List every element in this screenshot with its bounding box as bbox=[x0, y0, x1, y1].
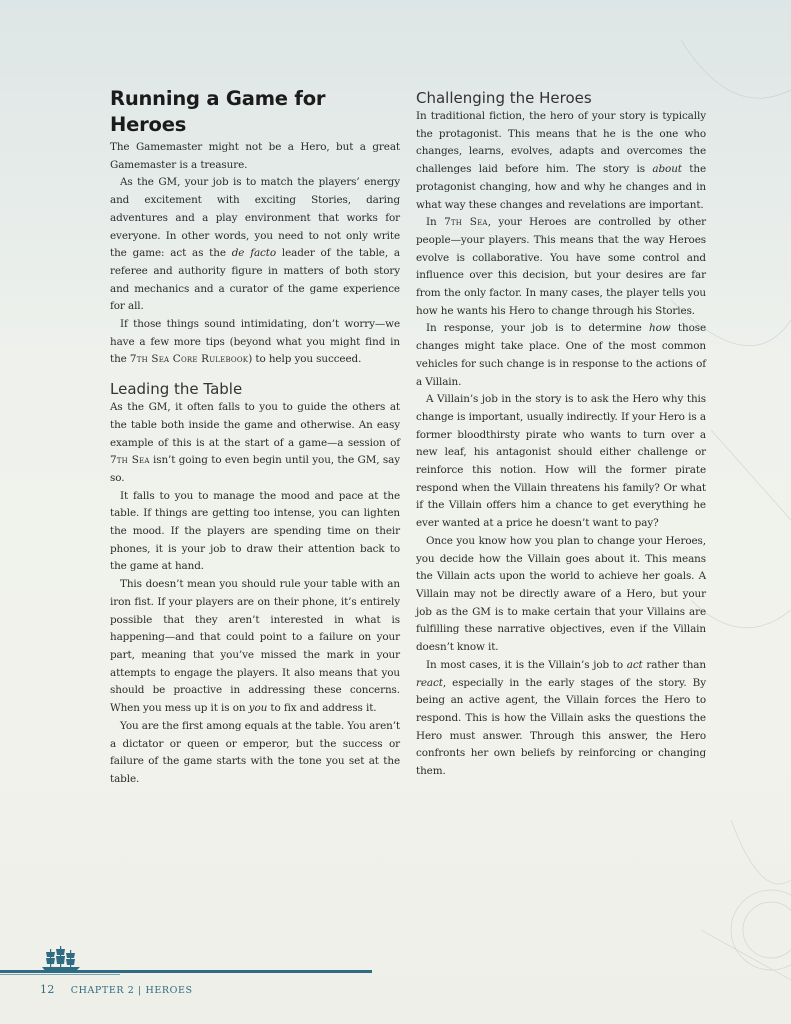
footer-rule-thin bbox=[0, 974, 120, 975]
folio bbox=[40, 983, 193, 996]
paragraph: In traditional fiction, the hero of your story is typically the protagonist. This means that he is the one who changes, learns, evolves, adapts and overcomes the challenges laid before him. The story is about the protagonist changing, how and why he changes and in what way these changes and revelations are important. bbox=[416, 110, 707, 211]
paragraph: If those things sound intimidating, don’t worry—we have a few more tips (beyond what you might find in the 7th Sea Core Rulebook) to help you succeed. bbox=[110, 318, 400, 366]
subsection-heading: Challenging the Heroes bbox=[416, 89, 592, 107]
right-column bbox=[416, 86, 706, 781]
ship-icon bbox=[40, 945, 82, 973]
paragraph: You are the first among equals at the table. You aren’t a dictator or queen or emperor, but the success or failure of the game starts with the tone you set at the table. bbox=[110, 719, 400, 785]
paragraph: The Gamemaster might not be a Hero, but a great Gamemaster is a treasure. bbox=[110, 141, 400, 171]
paragraph: It falls to you to manage the mood and pace at the table. If things are getting too intense, you can lighten the mood. If the players are spending time on their phones, it is your job to draw their attention back to the game at hand. bbox=[110, 489, 400, 573]
section-heading: Running a Game for Heroes bbox=[110, 87, 326, 136]
subsection-heading: Leading the Table bbox=[110, 380, 243, 399]
paragraph: Once you know how you plan to change your Heroes, you decide how the Villain goes about it. This means the Villain acts upon the world to achieve her goals. A Villain may not be directly aware of a Hero, but your job as the GM is to make certain that your Villains are fulfilling these narrative objectives, even if the Villain doesn’t know it. bbox=[416, 534, 706, 654]
paragraph: This doesn’t mean you should rule your table with an iron fist. If your players are on their phone, it’s entirely possible that they aren’t interested in what is happening—and that could point to a failure on your part, meaning that you’ve missed the mark in your attempts to engage the players. It also means that you should be proactive in addressing these concerns. When you mess up it is on you to fix and address it. bbox=[110, 578, 400, 715]
left-column bbox=[110, 86, 400, 789]
paragraph: As the GM, your job is to match the players’ energy and excitement with exciting Stories, daring adventures and a play environment that works for everyone. In other words, you need to not only write the game: act as the de facto leader of the table, a referee and authority figure in matters of both story and mechanics and a curator of the game experience for all. bbox=[110, 176, 400, 313]
paragraph: As the GM, it often falls to you to guide the others at the table both inside the game and otherwise. An easy example of this is at the start of a game—a session of 7th Sea isn’t going to even begin until you, the GM, say so. bbox=[110, 401, 400, 484]
paragraph: In 7th Sea, your Heroes are controlled by other people—your players. This means that the way Heroes evolve is collaborative. You have some control and influence over this decision, but your desires are far from the only factor. In many cases, the player tells you how he wants his Hero to change through his Stories. bbox=[416, 216, 706, 317]
paragraph: In most cases, it is the Villain’s job to act rather than react, especially in the early stages of the story. By being an active agent, the Villain forces the Hero to respond. This is how the Villain asks the questions the Hero must answer. Through this answer, the Hero confronts her own beliefs by reinforcing or changing them. bbox=[416, 658, 706, 778]
chapter-label: CHAPTER 2 | HEROES bbox=[70, 985, 193, 996]
paragraph: In response, your job is to determine how those changes might take place. One of the most common vehicles for such change is in response to the actions of a Villain. bbox=[416, 322, 707, 388]
paragraph: A Villain’s job in the story is to ask the Hero why this change is important, usually indirectly. If your Hero is a former bloodthirsty pirate who wants to turn over a new leaf, his antagonist should either challenge or reinforce this notion. How will the former pirate respond when the Villain threatens his family? Or what if the Villain offers him a chance to get everything he ever wanted at a price he doesn’t want to pay? bbox=[416, 393, 706, 530]
footer-rule bbox=[0, 970, 372, 973]
page-number: 12 bbox=[40, 983, 55, 996]
page-footer bbox=[0, 945, 791, 1005]
